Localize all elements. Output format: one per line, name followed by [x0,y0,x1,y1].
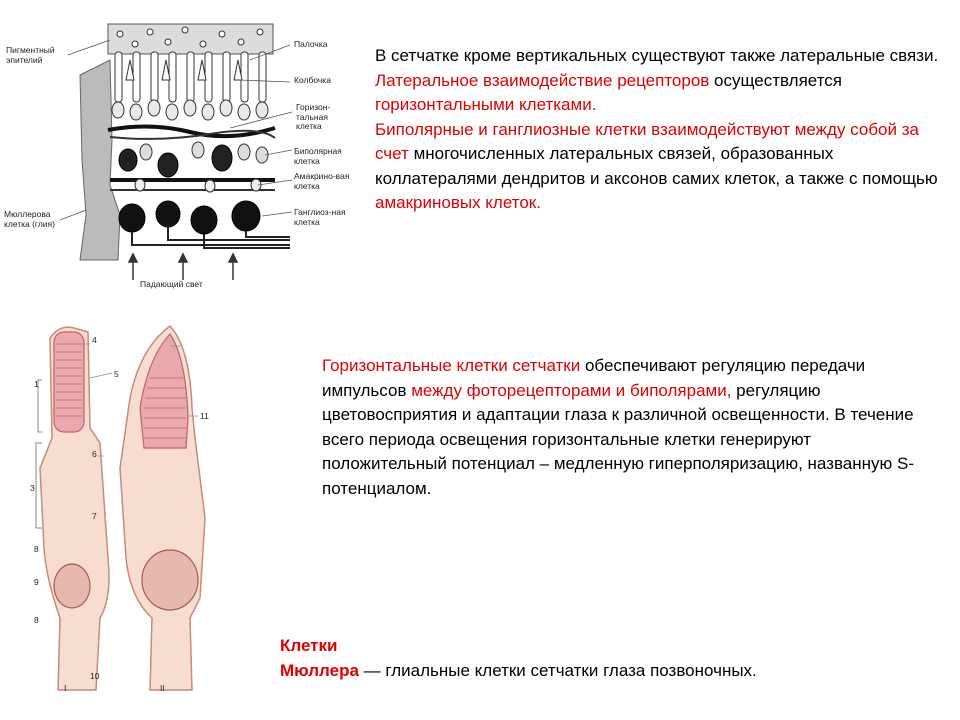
highlight-bipolar-ganglion: Биполярные и ганглиозные клетки взаимодействуют между собой за счет [375,119,919,163]
highlight-amacrine-cells: амакриновых клеток. [375,193,541,212]
label-incident-light: Падающий свет [140,279,203,289]
text-segment: — глиальные клетки сетчатки глаза позвоночных. [358,660,757,680]
paragraph-muller-cells [280,634,920,683]
label-amacrine-cell: Амакрино-вая клетка [294,171,350,191]
fig2-number: 11 [200,411,209,421]
fig2-roman-numeral: I [64,683,67,693]
fig2-number: 8 [34,544,39,554]
label-pigment-epithelium: Пигментный эпителий [6,45,55,65]
label-horizontal-cell: Горизон-тальная клетка [296,102,331,131]
text-segment: осуществляется [709,70,842,90]
fig2-number: 9 [34,577,39,587]
fig2-number: 1 [34,379,39,389]
fig2-number: 4 [92,335,97,345]
right-nucleus [142,550,198,610]
paragraph-horizontal-cells [322,354,922,501]
label-bipolar-cell: Биполярная клетка [294,146,342,166]
fig2-number: 6 [92,449,97,459]
text-segment: В сетчатке кроме вертикальных существуют также латеральные связи. [375,46,939,65]
fig2-number: 10 [90,671,100,681]
highlight-lateral-interaction: Латеральное взаимодействие рецепторов [375,70,710,90]
text-segment: многочисленных латеральных связей, образованных коллатералями дендритов и аксонов самих клеток, а также с помощью [375,144,938,188]
label-cone: Колбочка [294,75,331,85]
fig2-number: 8 [34,615,39,625]
fig2-number: 5 [114,369,119,379]
text-segment: обеспечивают регуляцию передачи импульсов [322,356,866,400]
highlight-horizontal-retina-cells: Горизонтальные клетки сетчатки [322,356,581,375]
muller-glia-shape [80,60,120,260]
label-ganglion-cell: Ганглиоз-ная клетка [294,207,346,227]
paragraph-lateral-connections [375,44,940,216]
fig2-number: 7 [92,511,97,521]
pigment-epithelium [108,24,273,54]
label-rod: Палочка [294,39,328,49]
heading-cells: Клетки [280,636,338,655]
text-segment: регуляцию цветовосприятия и адаптации глаза к различной освещенности. В течение всего периода освещения горизонтальные клетки генерируют положительный потенциал – медленную гиперполяризацию, названную S-потенциалом. [322,380,915,498]
left-nucleus [54,564,90,608]
highlight-photoreceptors-bipolars: между фоторецепторами и биполярами, [411,380,732,400]
fig2-number: 3 [30,483,35,493]
heading-muller: Мюллера [280,660,359,680]
left-outer-segment [54,332,84,432]
label-muller-cell: Мюллерова клетка (глия) [4,209,55,229]
fig2-roman-numeral: II [160,683,165,693]
muller-cells-illustration [0,318,240,698]
highlight-horizontal-cells: горизонтальными клетками. [375,95,597,114]
